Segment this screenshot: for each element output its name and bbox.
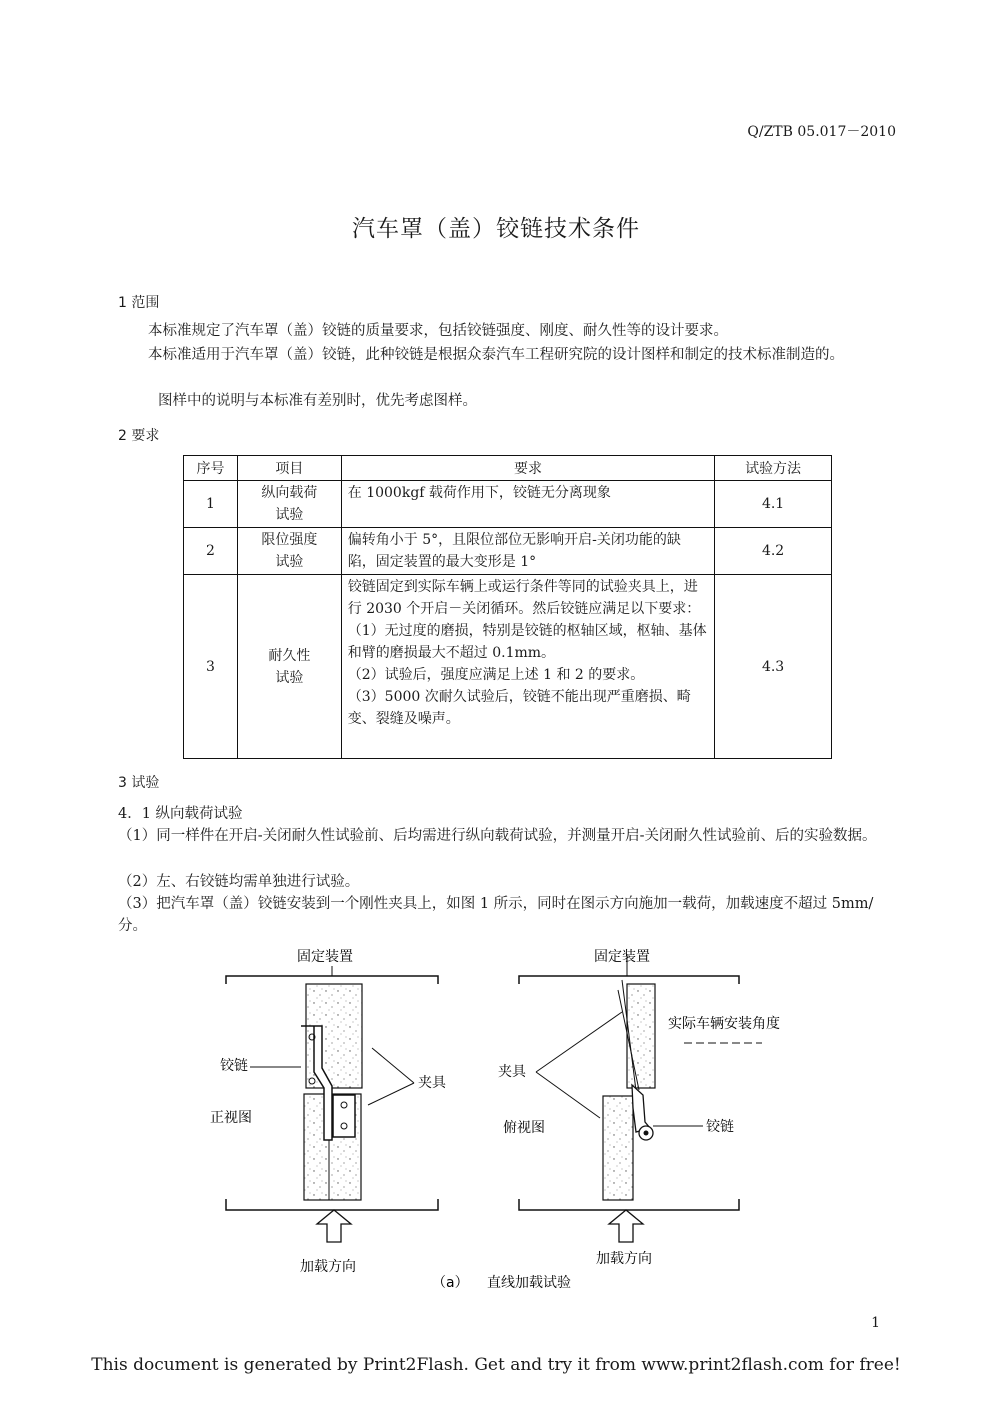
clamp-label: 夹具: [498, 1064, 526, 1080]
row-item: 耐久性 试验: [237, 575, 341, 759]
hinge-plate: [333, 1095, 355, 1137]
section-1-paragraph-2: 本标准适用于汽车罩（盖）铰链，此种铰链是根据众泰汽车工程研究院的设计图样和制定的技术标准制造的。: [148, 347, 844, 363]
hinge-label: 铰链: [220, 1058, 248, 1074]
section-2-heading: 2 要求: [118, 428, 160, 444]
row-item: 限位强度 试验: [237, 528, 341, 575]
row-number: 1: [184, 481, 238, 528]
section-4-1-item-3: （3）把汽车罩（盖）铰链安装到一个刚性夹具上，如图 1 所示，同时在图示方向施加一载荷，加载速度不超过 5mm/分。: [118, 896, 874, 934]
clamp-label: 夹具: [418, 1075, 446, 1091]
front-view-diagram: [210, 948, 447, 1275]
top-view-diagram: [498, 948, 780, 1267]
section-3-heading: 3 试验: [118, 775, 160, 791]
table-row: [184, 481, 832, 528]
section-1-heading: 1 范围: [118, 295, 160, 311]
row-method: 4.3: [715, 575, 832, 759]
table-row: [184, 575, 832, 759]
figure-1: [0, 940, 992, 1300]
row-number: 3: [184, 575, 238, 759]
row-method: 4.2: [715, 528, 832, 575]
requirements-table: [183, 455, 832, 759]
row-requirement: 在 1000kgf 载荷作用下，铰链无分离现象: [341, 481, 714, 528]
page-number: 1: [871, 1315, 880, 1331]
footer-notice: This document is generated by Print2Flash. Get and try it from www.print2flash.com for free!: [91, 1355, 901, 1375]
fixture-label: 固定装置: [297, 949, 353, 965]
figure-caption: 直线加载试验: [487, 1275, 571, 1291]
upper-clamp-block: [627, 984, 655, 1088]
load-direction-arrow: [609, 1210, 643, 1242]
lower-clamp-block: [603, 1096, 633, 1200]
table-header: 试验方法: [715, 456, 832, 481]
top-view-label: 俯视图: [503, 1120, 545, 1136]
load-direction-label: 加载方向: [300, 1259, 356, 1275]
section-4-1-heading: 4．1 纵向载荷试验: [118, 806, 243, 822]
row-method: 4.1: [715, 481, 832, 528]
hinge-label: 铰链: [706, 1119, 734, 1135]
document-number: Q/ZTB 05.017－2010: [747, 124, 896, 140]
front-view-label: 正视图: [210, 1110, 252, 1126]
table-header: 序号: [184, 456, 238, 481]
load-direction-label: 加载方向: [596, 1251, 652, 1267]
section-4-1-item-2: （2）左、右铰链均需单独进行试验。: [118, 874, 360, 890]
table-header-row: [184, 456, 832, 481]
hinge-body: [632, 1085, 650, 1132]
table-header: 要求: [341, 456, 714, 481]
section-1-paragraph-3: 图样中的说明与本标准有差别时，优先考虑图样。: [158, 393, 477, 409]
figure-caption-label: （a）: [432, 1275, 469, 1291]
table-row: [184, 528, 832, 575]
install-angle-label: 实际车辆安装角度: [668, 1016, 780, 1032]
row-requirement: 偏转角小于 5°，且限位部位无影响开启-关闭功能的缺陷，固定装置的最大变形是 1°: [341, 528, 714, 575]
table-header: 项目: [237, 456, 341, 481]
row-number: 2: [184, 528, 238, 575]
document-title: 汽车罩（盖）铰链技术条件: [352, 216, 640, 242]
section-1-paragraph-1: 本标准规定了汽车罩（盖）铰链的质量要求，包括铰链强度、刚度、耐久性等的设计要求。: [148, 323, 728, 339]
fixture-label: 固定装置: [594, 949, 650, 965]
row-requirement: 铰链固定到实际车辆上或运行条件等同的试验夹具上，进行 2030 个开启－关闭循环。然后铰链应满足以下要求： （1）无过度的磨损，特别是铰链的枢轴区域，枢轴、基体和臂的磨损最大不超过 0.1mm。 （2）试验后，强度应满足上述 1 和 2 的要求。 （3）5000 次耐久试验后，铰链不能出现严重磨损、畸变、裂缝及噪声。: [341, 575, 714, 759]
row-item: 纵向载荷 试验: [237, 481, 341, 528]
section-4-1-item-1: （1）同一样件在开启-关闭耐久性试验前、后均需进行纵向载荷试验，并测量开启-关闭耐久性试验前、后的实验数据。: [118, 828, 877, 844]
load-direction-arrow: [317, 1210, 351, 1242]
